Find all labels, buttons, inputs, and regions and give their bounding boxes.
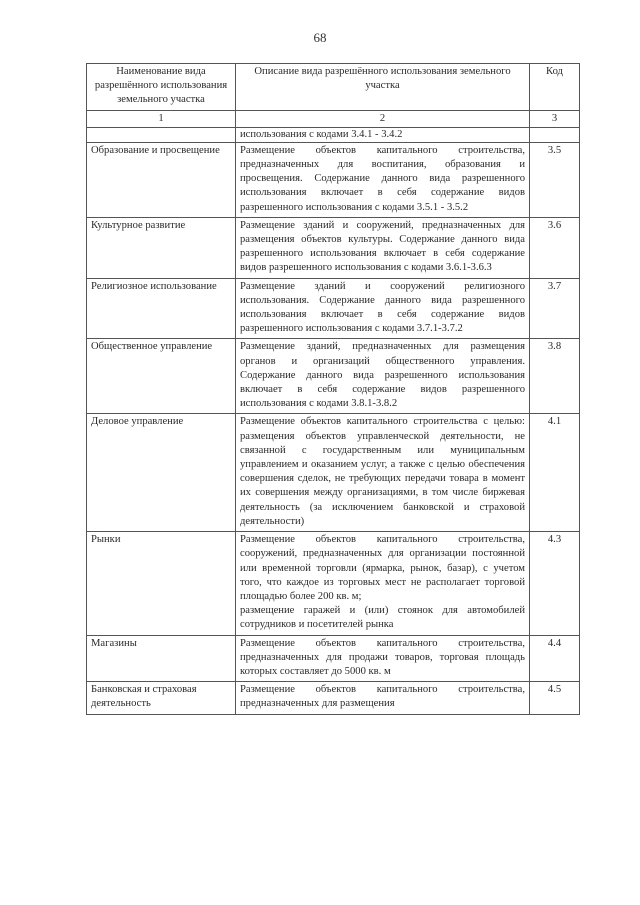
use-name: Образование и просвещение: [87, 142, 236, 217]
use-code: 3.7: [530, 278, 580, 339]
use-name: Банковская и страховая деятельность: [87, 682, 236, 714]
table-row: [87, 217, 580, 278]
table-row: [87, 142, 580, 217]
table-header-row: [87, 64, 580, 111]
use-code: 4.1: [530, 414, 580, 532]
use-name: Общественное управление: [87, 339, 236, 414]
continuation-row: [87, 127, 580, 142]
table-row: [87, 682, 580, 714]
table-row: [87, 414, 580, 532]
header-name: Наименование вида разрешённого использования земельного участка: [87, 64, 236, 111]
table-row: [87, 635, 580, 682]
table-row: [87, 339, 580, 414]
use-name: Деловое управление: [87, 414, 236, 532]
column-number: 2: [236, 110, 530, 127]
use-description: Размещение объектов капитального строительства, предназначенных для воспитания, образования и просвещения. Содержание данного вида разрешенного использования включает в себя содержание видов разрешенного использования с кодами 3.5.1 - 3.5.2: [236, 142, 530, 217]
use-description: Размещение зданий и сооружений, предназначенных для размещения объектов культуры. Содержание данного вида разрешенного использования включает в себя содержание видов разрешенного использования с кодами 3.6.1-3.6.3: [236, 217, 530, 278]
use-description-extra: размещение гаражей и (или) стоянок для автомобилей сотрудников и посетителей рынка: [240, 605, 525, 631]
use-description: Размещение зданий и сооружений религиозного использования. Содержание данного вида разрешенного использования включает в себя содержание видов разрешенного использования с кодами 3.7.1-3.7.2: [236, 278, 530, 339]
use-description: Размещение объектов капитального строительства с целью: размещения объектов управленческой деятельности, не связанной с государственным или муниципальным управлением и оказанием услуг, а также с целью обеспечения совершения сделок, не требующих передачи товара в момент их совершения между организациями, в том числе биржевая деятельность (за исключением банковской и страховой деятельности): [236, 414, 530, 532]
column-number-row: [87, 110, 580, 127]
use-code: 3.5: [530, 142, 580, 217]
continuation-text: использования с кодами 3.4.1 - 3.4.2: [236, 127, 530, 142]
column-number: 3: [530, 110, 580, 127]
header-description: Описание вида разрешённого использования земельного участка: [236, 64, 530, 111]
column-number: 1: [87, 110, 236, 127]
table-row: [87, 278, 580, 339]
use-name: Культурное развитие: [87, 217, 236, 278]
use-name: Религиозное использование: [87, 278, 236, 339]
header-code: Код: [530, 64, 580, 111]
use-description-main: Размещение объектов капитального строительства, сооружений, предназначенных для организации постоянной или временной торговли (ярмарка, рынок, базар), с учетом того, что каждое из торговых мест не располагает торговой площадью более 200 кв. м;: [240, 534, 525, 602]
land-use-table: [86, 63, 580, 715]
table-row: [87, 532, 580, 635]
use-description: Размещение объектов капитального строительства, предназначенных для продажи товаров, торговая площадь которых составляет до 5000 кв. м: [236, 635, 530, 682]
use-description: [236, 532, 530, 635]
use-code: 3.8: [530, 339, 580, 414]
use-name: Магазины: [87, 635, 236, 682]
use-code: 4.5: [530, 682, 580, 714]
use-name: Рынки: [87, 532, 236, 635]
use-code: 3.6: [530, 217, 580, 278]
use-description: Размещение объектов капитального строительства, предназначенных для размещения: [236, 682, 530, 714]
use-description: Размещение зданий, предназначенных для размещения органов и организаций общественного управления. Содержание данного вида разрешенного использования включает в себя содержание видов разрешенного использования с кодами 3.8.1-3.8.2: [236, 339, 530, 414]
use-code: 4.4: [530, 635, 580, 682]
use-code: 4.3: [530, 532, 580, 635]
page-number: 68: [313, 30, 327, 45]
